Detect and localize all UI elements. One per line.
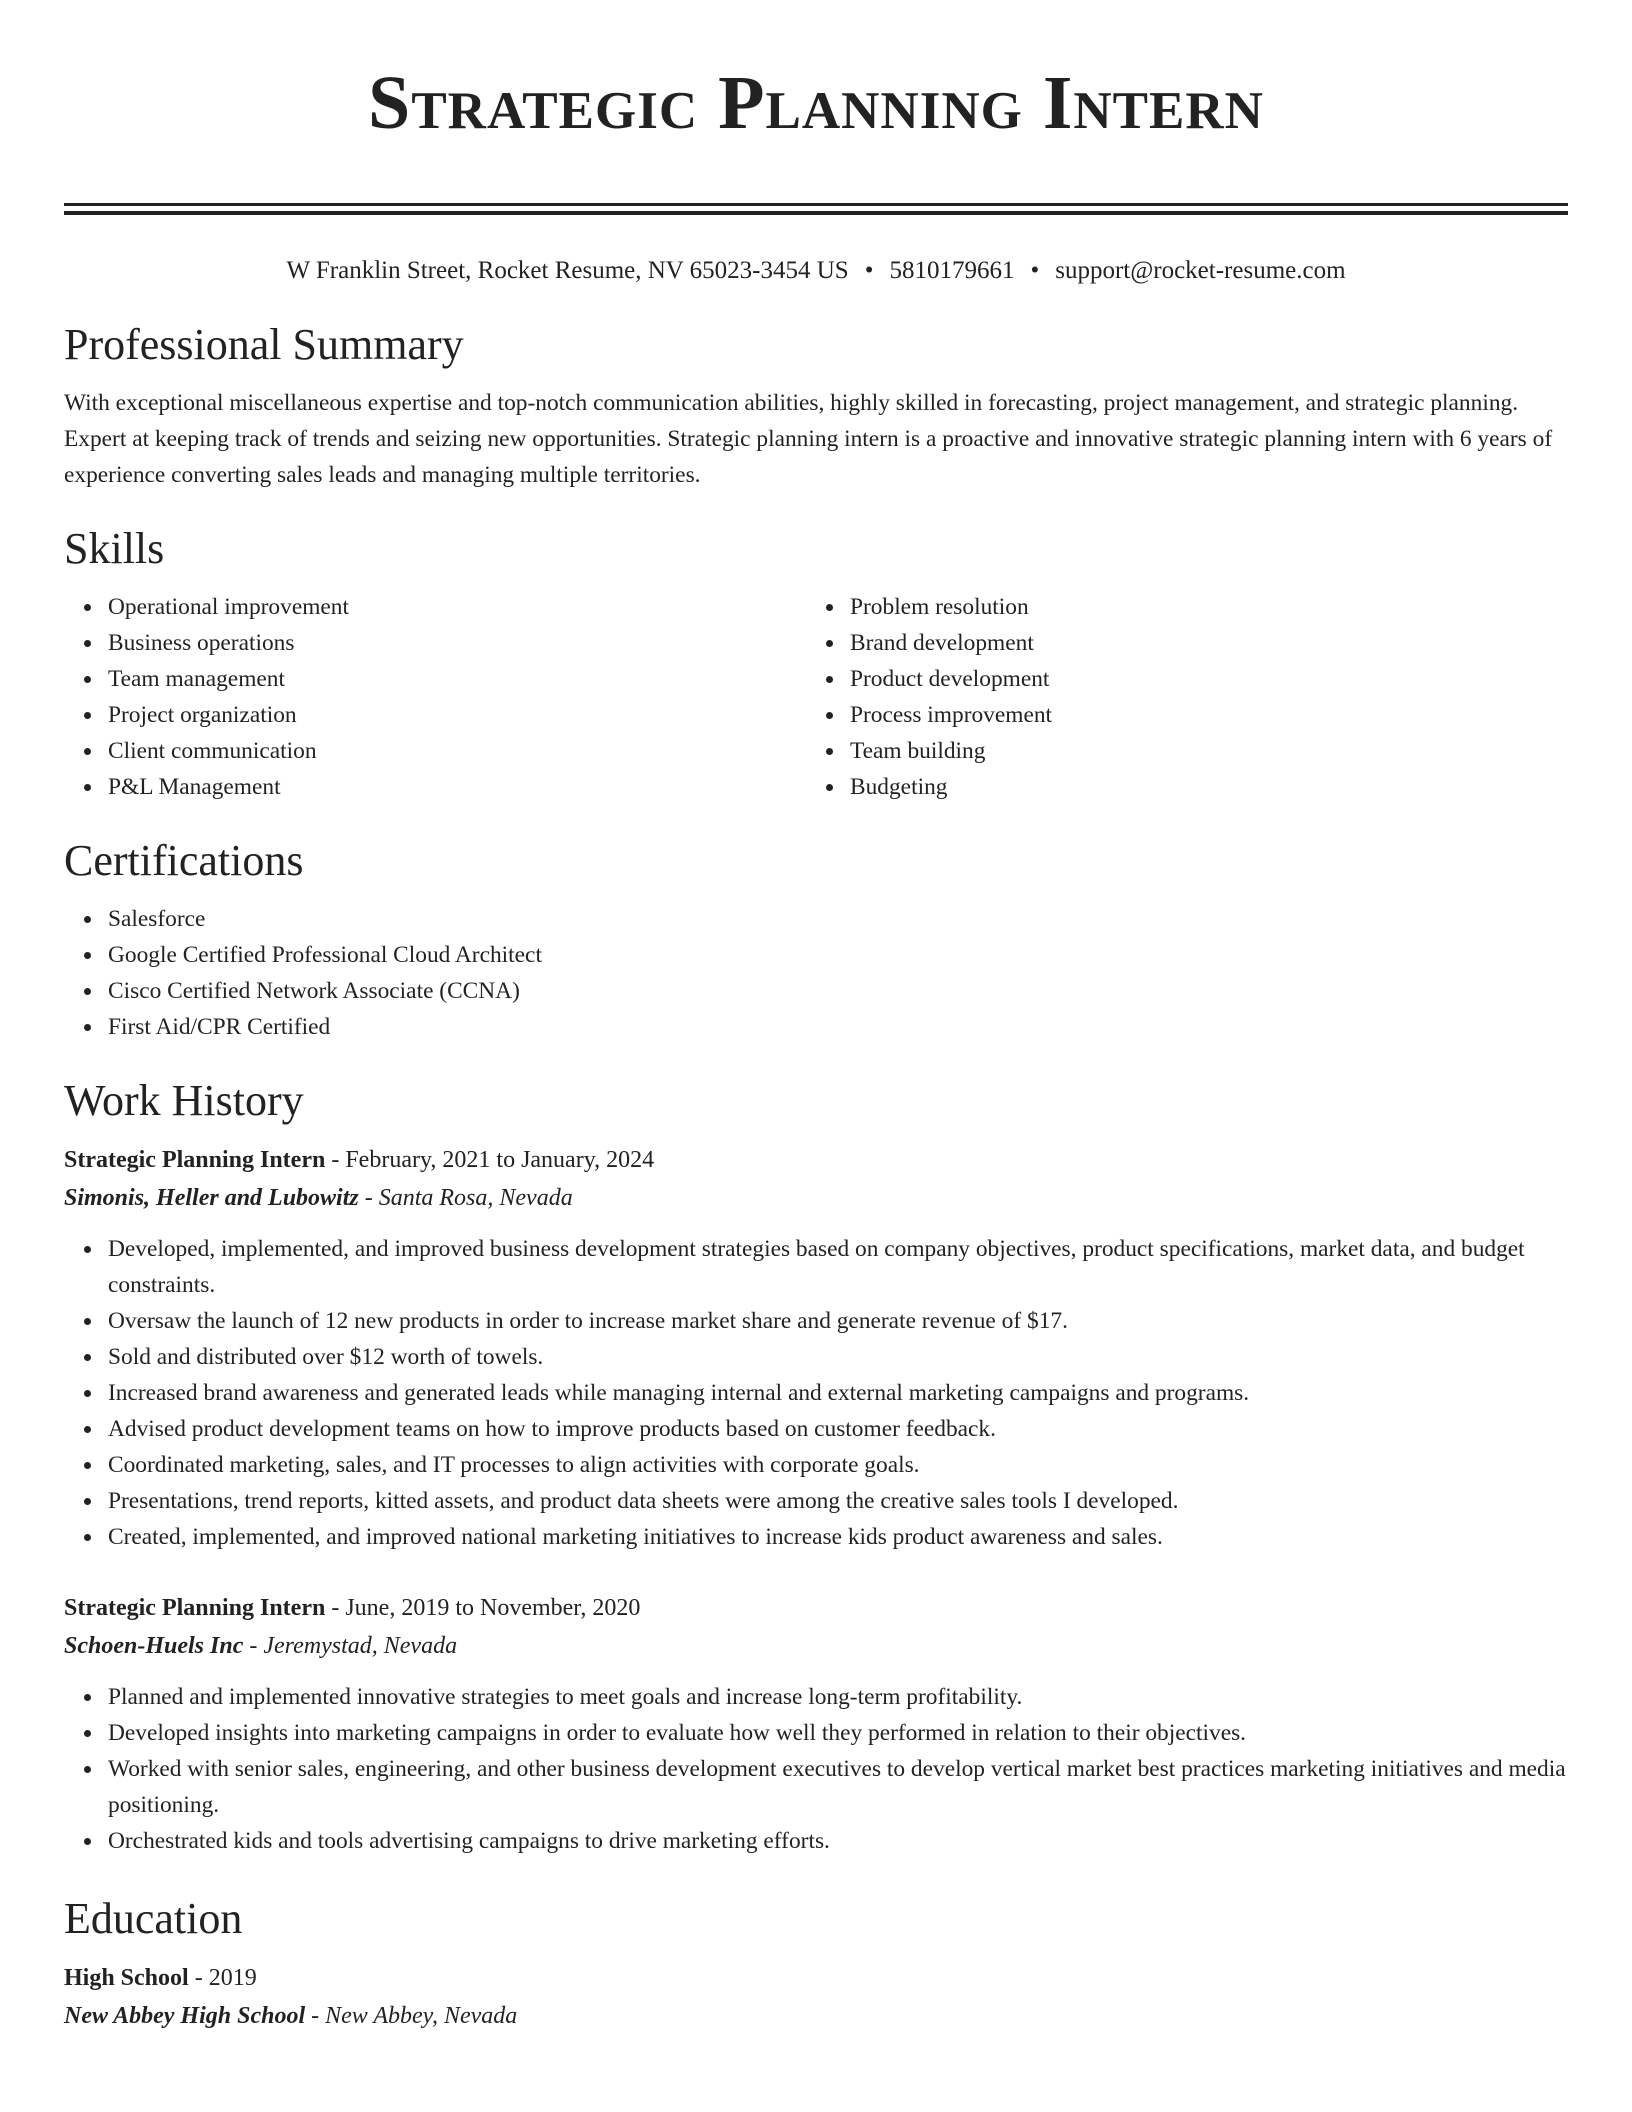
job-bullet: Presentations, trend reports, kitted assets, and product data sheets were among the creative sales tools I developed. [108, 1483, 1568, 1519]
header-divider-bottom [64, 211, 1568, 215]
candidate-name: Strategic Planning Intern [368, 61, 1264, 145]
work-history-heading: Work History [64, 1076, 304, 1125]
skills-list-left [64, 589, 806, 805]
education-section [64, 1893, 1568, 2035]
certifications-list [64, 901, 1568, 1045]
header-divider-top [64, 203, 1568, 206]
certification-item: Cisco Certified Network Associate (CCNA) [108, 973, 1568, 1009]
skills-list-right [806, 589, 1568, 805]
job-bullet: Developed insights into marketing campaigns in order to evaluate how well they performed in relation to their objectives. [108, 1715, 1568, 1751]
skill-item: Budgeting [850, 769, 1568, 805]
skill-item: Business operations [108, 625, 806, 661]
job-bullet: Increased brand awareness and generated leads while managing internal and external marketing campaigns and programs. [108, 1375, 1568, 1411]
job-title: Strategic Planning Intern [64, 1147, 326, 1173]
professional-summary-section [64, 319, 1568, 493]
skill-item: Operational improvement [108, 589, 806, 625]
job-bullet: Advised product development teams on how to improve products based on customer feedback. [108, 1411, 1568, 1447]
certifications-section [64, 835, 1568, 1045]
job-company: Schoen-Huels Inc [64, 1633, 244, 1659]
job-bullet: Developed, implemented, and improved business development strategies based on company objectives, product specifications, market data, and budget constraints. [108, 1231, 1568, 1303]
job-bullet: Oversaw the launch of 12 new products in order to increase market share and generate revenue of $17. [108, 1303, 1568, 1339]
job-dates: - June, 2019 to November, 2020 [325, 1595, 641, 1621]
education-heading: Education [64, 1894, 243, 1943]
education-degree-line [64, 1959, 1568, 1997]
skill-item: Problem resolution [850, 589, 1568, 625]
job-title-line [64, 1589, 1568, 1627]
job-company-line [64, 1179, 1568, 1217]
job-bullet: Orchestrated kids and tools advertising campaigns to drive marketing efforts. [108, 1823, 1568, 1859]
skills-grid [64, 589, 1568, 805]
job-title-line [64, 1141, 1568, 1179]
job-title: Strategic Planning Intern [64, 1595, 326, 1621]
education-school-line [64, 1997, 1568, 2035]
contact-address: W Franklin Street, Rocket Resume, NV 65023-3454 US [286, 257, 849, 284]
job-bullet: Sold and distributed over $12 worth of towels. [108, 1339, 1568, 1375]
job-bullet: Planned and implemented innovative strategies to meet goals and increase long-term profitability. [108, 1679, 1568, 1715]
education-location: - New Abbey, Nevada [305, 2003, 518, 2029]
professional-summary-heading: Professional Summary [64, 320, 464, 369]
certification-item: First Aid/CPR Certified [108, 1009, 1568, 1045]
job-bullet: Worked with senior sales, engineering, and other business development executives to develop vertical market best practices marketing initiatives and media positioning. [108, 1751, 1568, 1823]
contact-separator: • [1030, 257, 1040, 284]
job-company-line [64, 1627, 1568, 1665]
certifications-heading: Certifications [64, 836, 304, 885]
job-dates: - February, 2021 to January, 2024 [325, 1147, 655, 1173]
skills-heading: Skills [64, 524, 165, 573]
professional-summary-text: With exceptional miscellaneous expertise and top-notch communication abilities, highly skilled in forecasting, project management, and strategic planning. Expert at keeping track of trends and seizing new opportunities. Strategic planning intern is a proactive and innovative strategic planning intern with 6 years of experience converting sales leads and managing multiple territories. [64, 390, 1553, 488]
skill-item: P&L Management [108, 769, 806, 805]
education-year: - 2019 [188, 1965, 257, 1991]
education-degree: High School [64, 1965, 189, 1991]
skill-item: Project organization [108, 697, 806, 733]
education-school: New Abbey High School [64, 2003, 306, 2029]
skill-item: Brand development [850, 625, 1568, 661]
job-bullets [64, 1679, 1568, 1859]
certification-item: Salesforce [108, 901, 1568, 937]
skills-section [64, 523, 1568, 805]
job-location: - Jeremystad, Nevada [243, 1633, 458, 1659]
job-bullet: Coordinated marketing, sales, and IT processes to align activities with corporate goals. [108, 1447, 1568, 1483]
contact-phone: 5810179661 [889, 257, 1015, 284]
contact-email[interactable]: support@rocket-resume.com [1055, 257, 1346, 284]
certification-item: Google Certified Professional Cloud Architect [108, 937, 1568, 973]
job-bullet: Created, implemented, and improved national marketing initiatives to increase kids product awareness and sales. [108, 1519, 1568, 1555]
skill-item: Team management [108, 661, 806, 697]
job-location: - Santa Rosa, Nevada [358, 1185, 573, 1211]
job-entry [64, 1589, 1568, 1859]
contact-separator: • [864, 257, 874, 284]
skill-item: Product development [850, 661, 1568, 697]
work-history-section [64, 1075, 1568, 1859]
job-bullets [64, 1231, 1568, 1555]
skill-item: Process improvement [850, 697, 1568, 733]
job-company: Simonis, Heller and Lubowitz [64, 1185, 359, 1211]
contact-line [64, 253, 1568, 289]
job-entry [64, 1141, 1568, 1555]
skill-item: Client communication [108, 733, 806, 769]
skill-item: Team building [850, 733, 1568, 769]
